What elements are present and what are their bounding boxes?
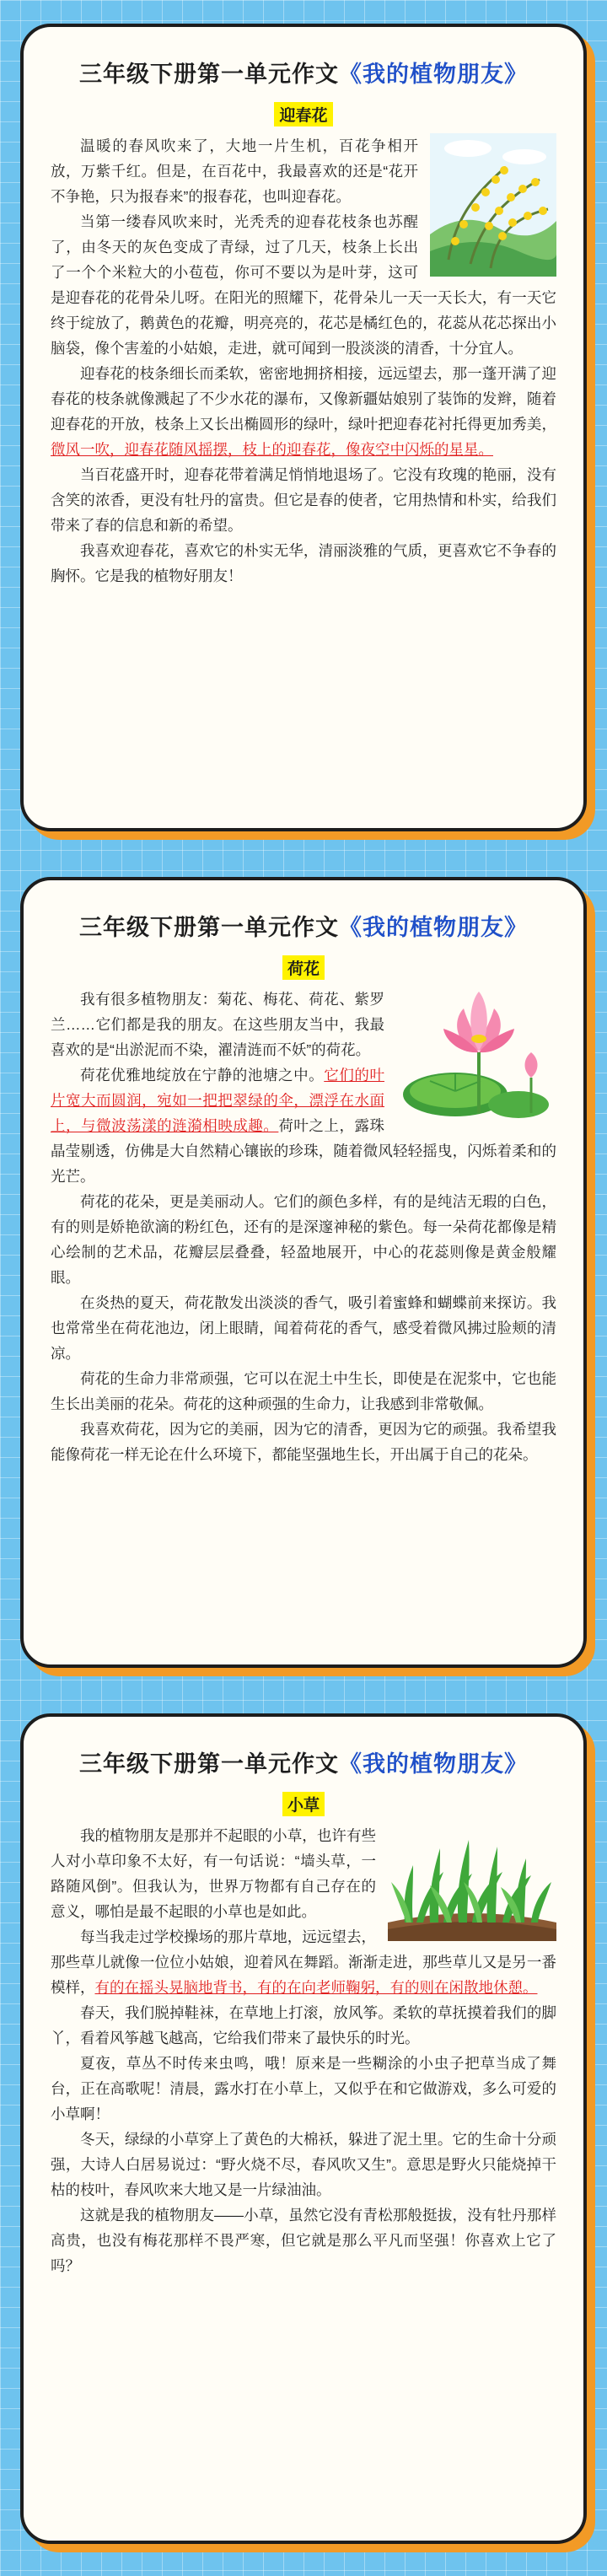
paragraph-text: 在炎热的夏天，荷花散发出淡淡的香气，吸引着蜜蜂和蝴蝶前来探访。我也常常坐在荷花池边，闭上眼睛，闻着荷花的香气，感受着微风拂过脸颊的清凉。 — [51, 1294, 556, 1362]
grass-icon — [388, 1823, 556, 1941]
paragraph-text: 我的植物朋友是那并不起眼的小草，也许有些人对小草印象不太好，有一句话说：“墙头草，一路随风倒”。但我认为，世界万物都有自己存在的意义，哪怕是最不起眼的小草也是如此。 — [51, 1827, 376, 1920]
highlight-sentence: 有的在摇头晃脑地背书，有的在向老师鞠躬，有的则在闲散地休憩。 — [94, 1979, 538, 1996]
paragraph-text: 夏夜，草丛不时传来虫鸣，哦！原来是一些糊涂的小虫子把草当成了舞台，正在高歌呢！清晨，露水打在小草上，又似乎在和它做游戏，多么可爱的小草啊！ — [51, 2055, 556, 2122]
title-accent: 《我的植物朋友》 — [339, 62, 528, 87]
paragraph-text: 冬天，绿绿的小草穿上了黄色的大棉袄，躲进了泥土里。它的生命十分顽强，大诗人白居易说过：“野火烧不尽，春风吹又生”。意思是野火只能烧掉干枯的枝叶，春风吹来大地又是一片绿油油。 — [51, 2131, 556, 2198]
card-title — [51, 1745, 556, 1778]
title-prefix: 三年级下册第一单元作文 — [79, 1751, 339, 1777]
card-body — [20, 877, 587, 1668]
paragraph-text: 当百花盛开时，迎春花带着满足悄悄地退场了。它没有玫瑰的艳丽，没有含笑的浓香，更没有牡丹的富贵。但它是春的使者，它用热情和朴实，给我们带来了春的信息和新的希望。 — [51, 466, 556, 534]
essay-card-2 — [20, 877, 587, 1668]
forsythia-icon — [430, 133, 556, 277]
highlight-sentence: 它们的叶片宽大而圆润，宛如一把把翠绿的伞，漂浮在水面上，与微波荡漾的涟漪相映成趣。 — [51, 1067, 385, 1134]
title-accent: 《我的植物朋友》 — [339, 915, 528, 940]
title-accent: 《我的植物朋友》 — [339, 1751, 528, 1777]
paragraph-text: 春天，我们脱掉鞋袜，在草地上打滚，放风筝。柔软的草抚摸着我们的脚丫，看着风筝越飞越高，它给我们带来了最快乐的时光。 — [51, 2004, 556, 2046]
paragraph-text: 我有很多植物朋友：菊花、梅花、荷花、紫罗兰……它们都是我的朋友。在这些朋友当中，我最喜欢的是“出淤泥而不染，濯清涟而不妖”的荷花。 — [51, 991, 384, 1058]
lotus-icon — [396, 987, 556, 1130]
essay-body — [51, 987, 556, 1467]
card-subtitle: 小草 — [282, 1792, 325, 1816]
essay-card-3 — [20, 1713, 587, 2544]
title-prefix: 三年级下册第一单元作文 — [79, 915, 339, 940]
paragraph-text: 每当我走过学校操场的那片草地，远远望去，那些草儿就像一位位小姑娘，迎着风在舞蹈。渐渐走进，那些草儿又是另一番模样， — [51, 1928, 556, 1996]
essay-card-1 — [20, 24, 587, 831]
paragraph-text: 荷叶之上，露珠晶莹剔透，仿佛是大自然精心镶嵌的珍珠，随着微风轻轻摇曳，闪烁着柔和的光芒。 — [51, 1117, 556, 1185]
card-title — [51, 56, 556, 89]
paragraph-text: 荷花的生命力非常顽强，它可以在泥土中生长，即使是在泥浆中，它也能生长出美丽的花朵。荷花的这种顽强的生命力，让我感到非常敬佩。 — [51, 1370, 556, 1412]
card-subtitle: 荷花 — [282, 955, 325, 980]
essay-body — [51, 133, 556, 589]
paragraph-text: 我喜欢迎春花，喜欢它的朴实无华，清丽淡雅的气质，更喜欢它不争春的胸怀。它是我的植物好朋友！ — [51, 542, 556, 584]
card-subtitle: 迎春花 — [274, 102, 332, 126]
highlight-sentence: 微风一吹，迎春花随风摇摆，枝上的迎春花，像夜空中闪烁的星星。 — [51, 441, 493, 458]
paragraph-text: 我喜欢荷花，因为它的美丽，因为它的清香，更因为它的顽强。我希望我能像荷花一样无论在什么环境下，都能坚强地生长，开出属于自己的花朵。 — [51, 1421, 556, 1463]
paragraph-text: 迎春花的枝条细长而柔软，密密地拥挤相接，远远望去，那一蓬开满了迎春花的枝条就像溅起了不少水花的瀑布，又像新疆姑娘别了装饰的发辫，随着迎春花的开放，枝条上又长出椭圆形的绿叶，绿叶把迎春花衬托得更加秀美， — [51, 365, 556, 433]
paragraph-text: 当第一缕春风吹来时，光秃秃的迎春花枝条也苏醒了，由冬天的灰色变成了青绿，过了几天，枝条上长出了一个个米粒大的小苞苞，你可不要以为是叶芽，这可是迎春花的花骨朵儿呀。在阳光的照耀下，花骨朵儿一天一天长大，有一天它终于绽放了，鹅黄色的花瓣，明亮亮的，花芯是橘红色的，花蕊从花芯探出小脑袋，像个害羞的小姑娘，走进，就可闻到一股淡淡的清香，十分宜人。 — [51, 213, 556, 357]
card-title — [51, 909, 556, 942]
card-body — [20, 24, 587, 831]
paragraph-text: 荷花的花朵，更是美丽动人。它们的颜色多样，有的是纯洁无瑕的白色，有的则是娇艳欲滴的粉红色，还有的是深邃神秘的紫色。每一朵荷花都像是精心绘制的艺术品，花瓣层层叠叠，轻盈地展开，中心的花蕊则像是黄金般耀眼。 — [51, 1193, 556, 1286]
paragraph-text: 这就是我的植物朋友——小草，虽然它没有青松那般挺拔，没有牡丹那样高贵，也没有梅花那样不畏严寒，但它就是那么平凡而坚强！你喜欢上它了吗？ — [51, 2207, 556, 2274]
card-body — [20, 1713, 587, 2544]
essay-body — [51, 1823, 556, 2278]
paragraph-text: 温暖的春风吹来了，大地一片生机，百花争相开放，万紫千红。但是，在百花中，我最喜欢的还是“花开不争艳，只为报春来”的报春花，也叫迎春花。 — [51, 137, 418, 205]
title-prefix: 三年级下册第一单元作文 — [79, 62, 339, 87]
paragraph-text: 荷花优雅地绽放在宁静的池塘之中。 — [80, 1067, 325, 1084]
